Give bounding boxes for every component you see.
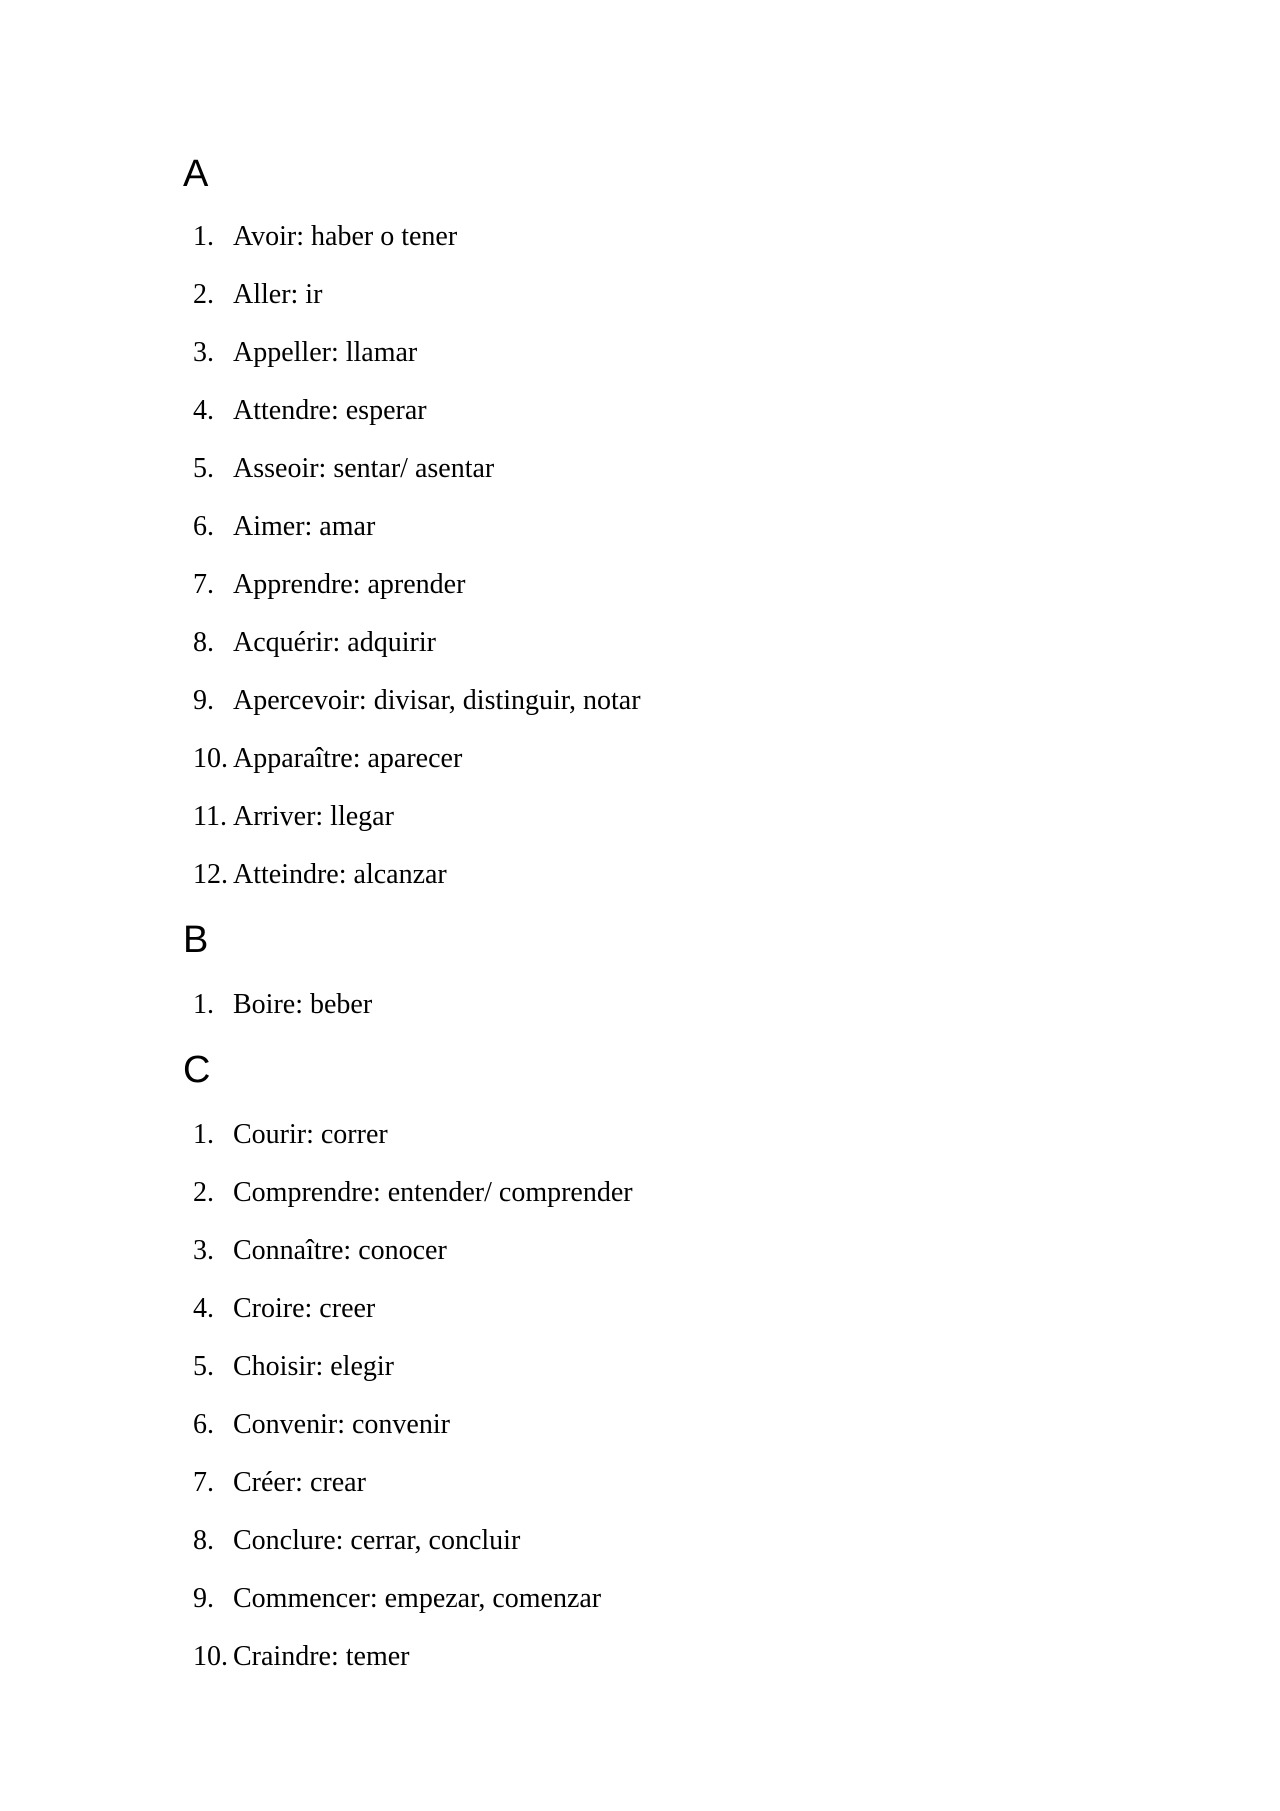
list-item	[183, 1454, 1083, 1512]
item-text: Aimer: amar	[233, 511, 376, 542]
list-item	[183, 1396, 1083, 1454]
item-number: 7.	[193, 1467, 214, 1498]
section-heading: C	[183, 1049, 211, 1091]
list-item	[183, 614, 1083, 672]
list-item	[183, 556, 1083, 614]
item-text: Apparaître: aparecer	[233, 743, 463, 774]
item-text: Courir: correr	[233, 1119, 388, 1150]
item-number: 12.	[193, 859, 228, 890]
item-number: 8.	[193, 1525, 214, 1556]
section-a	[183, 150, 1083, 904]
item-number: 3.	[193, 337, 214, 368]
item-text: Boire: beber	[233, 989, 373, 1020]
item-number: 5.	[193, 453, 214, 484]
item-text: Arriver: llegar	[233, 801, 394, 832]
verb-list	[183, 976, 1083, 1034]
list-item	[183, 440, 1083, 498]
item-number: 6.	[193, 511, 214, 542]
list-item	[183, 1222, 1083, 1280]
item-text: Avoir: haber o tener	[233, 221, 458, 252]
list-item	[183, 846, 1083, 904]
item-number: 4.	[193, 395, 214, 426]
item-text: Acquérir: adquirir	[233, 627, 436, 658]
item-text: Convenir: convenir	[233, 1409, 450, 1440]
list-item	[183, 1280, 1083, 1338]
item-number: 2.	[193, 279, 214, 310]
item-text: Conclure: cerrar, concluir	[233, 1525, 521, 1556]
list-item	[183, 672, 1083, 730]
list-item	[183, 266, 1083, 324]
verb-list	[183, 208, 1083, 904]
item-number: 1.	[193, 1119, 214, 1150]
list-item	[183, 1164, 1083, 1222]
item-text: Connaître: conocer	[233, 1235, 447, 1266]
list-item	[183, 1512, 1083, 1570]
list-item	[183, 976, 1083, 1034]
list-item	[183, 730, 1083, 788]
item-number: 9.	[193, 685, 214, 716]
list-item	[183, 1628, 1083, 1686]
section-heading: B	[183, 919, 209, 961]
vocabulary-content	[183, 150, 1083, 1686]
item-text: Atteindre: alcanzar	[233, 859, 447, 890]
list-item	[183, 498, 1083, 556]
item-text: Apercevoir: divisar, distinguir, notar	[233, 685, 641, 716]
list-item	[183, 788, 1083, 846]
list-item	[183, 1338, 1083, 1396]
list-item	[183, 382, 1083, 440]
item-number: 10.	[193, 1641, 228, 1672]
item-text: Aller: ir	[233, 279, 323, 310]
item-number: 4.	[193, 1293, 214, 1324]
verb-list	[183, 1106, 1083, 1686]
item-number: 6.	[193, 1409, 214, 1440]
item-text: Attendre: esperar	[233, 395, 427, 426]
item-text: Apprendre: aprender	[233, 569, 466, 600]
list-item	[183, 208, 1083, 266]
item-text: Appeller: llamar	[233, 337, 418, 368]
item-number: 1.	[193, 221, 214, 252]
list-item	[183, 1106, 1083, 1164]
item-text: Créer: crear	[233, 1467, 366, 1498]
item-text: Choisir: elegir	[233, 1351, 394, 1382]
item-number: 9.	[193, 1583, 214, 1614]
item-number: 5.	[193, 1351, 214, 1382]
section-b	[183, 916, 1083, 1034]
item-text: Craindre: temer	[233, 1641, 410, 1672]
section-heading: A	[183, 153, 209, 195]
item-text: Asseoir: sentar/ asentar	[233, 453, 495, 484]
list-item	[183, 1570, 1083, 1628]
item-number: 2.	[193, 1177, 214, 1208]
item-text: Croire: creer	[233, 1293, 376, 1324]
item-text: Commencer: empezar, comenzar	[233, 1583, 602, 1614]
item-number: 11.	[193, 801, 227, 832]
item-number: 3.	[193, 1235, 214, 1266]
item-number: 1.	[193, 989, 214, 1020]
list-item	[183, 324, 1083, 382]
item-number: 8.	[193, 627, 214, 658]
item-text: Comprendre: entender/ comprender	[233, 1177, 633, 1208]
item-number: 10.	[193, 743, 228, 774]
item-number: 7.	[193, 569, 214, 600]
section-c	[183, 1046, 1083, 1686]
